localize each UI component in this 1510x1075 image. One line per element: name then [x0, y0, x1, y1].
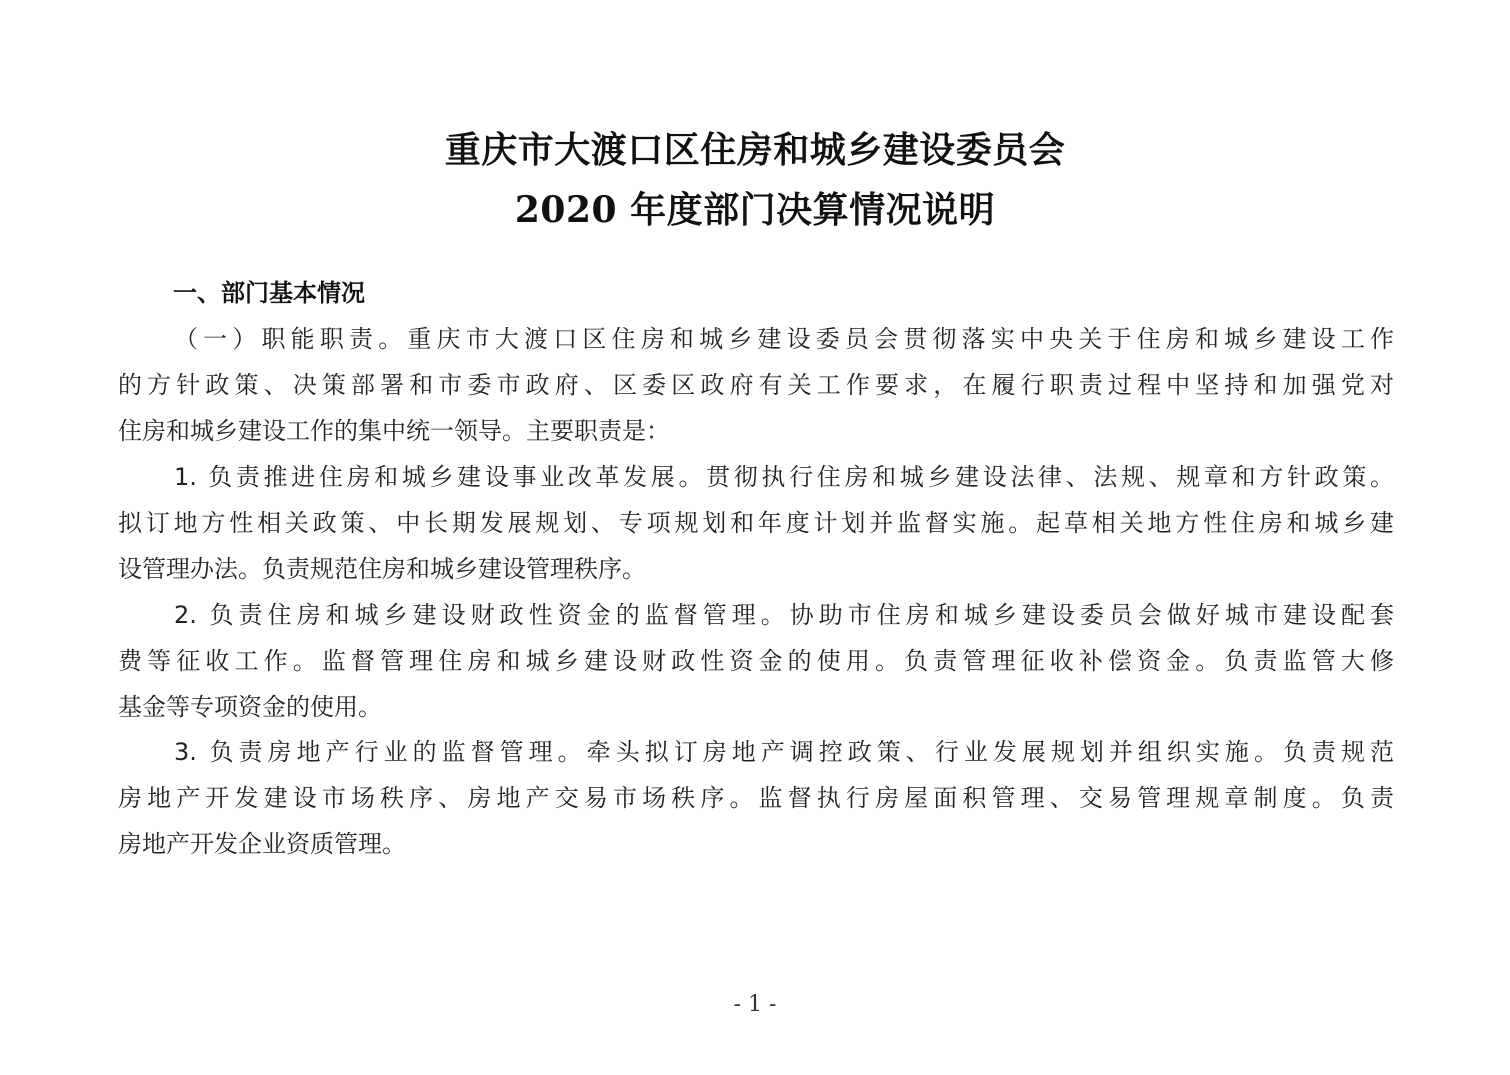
- document-title-line2: 2020 年度部门决算情况说明: [514, 189, 996, 231]
- paragraph-line: 的方针政策、决策部署和市委市政府、区委区政府有关工作要求，在履行职责过程中坚持和加强党对: [118, 371, 1394, 399]
- paragraph-line: 2. 负责住房和城乡建设财政性资金的监督管理。协助市住房和城乡建设委员会做好城市建设配套: [174, 601, 1394, 629]
- duty-item-1: [118, 454, 1394, 592]
- section-heading: 一、部门基本情况: [173, 279, 365, 307]
- paragraph-line: 房地产开发建设市场秩序、房地产交易市场秩序。监督执行房屋面积管理、交易管理规章制度。负责: [118, 784, 1394, 812]
- page-number: - 1 -: [733, 992, 777, 1017]
- paragraph-line: 拟订地方性相关政策、中长期发展规划、专项规划和年度计划并监督实施。起草相关地方性住房和城乡建: [118, 509, 1394, 537]
- paragraph-line: 1. 负责推进住房和城乡建设事业改革发展。贯彻执行住房和城乡建设法律、法规、规章和方针政策。: [174, 463, 1394, 491]
- duty-item-3: [118, 729, 1394, 867]
- paragraph-line: （一）职能职责。重庆市大渡口区住房和城乡建设委员会贯彻落实中央关于住房和城乡建设工作: [174, 325, 1394, 353]
- duties-paragraph: [118, 316, 1394, 454]
- paragraph-line: 3. 负责房地产行业的监督管理。牵头拟订房地产调控政策、行业发展规划并组织实施。负责规范: [174, 738, 1394, 766]
- paragraph-line: 基金等专项资金的使用。: [118, 693, 382, 721]
- document-title-line1: 重庆市大渡口区住房和城乡建设委员会: [444, 129, 1066, 171]
- paragraph-line: 房地产开发企业资质管理。: [118, 830, 406, 858]
- paragraph-line: 住房和城乡建设工作的集中统一领导。主要职责是：: [118, 417, 670, 445]
- paragraph-line: 费等征收工作。监督管理住房和城乡建设财政性资金的使用。负责管理征收补偿资金。负责监管大修: [118, 647, 1394, 675]
- duty-item-2: [118, 592, 1394, 730]
- paragraph-line: 设管理办法。负责规范住房和城乡建设管理秩序。: [118, 555, 646, 583]
